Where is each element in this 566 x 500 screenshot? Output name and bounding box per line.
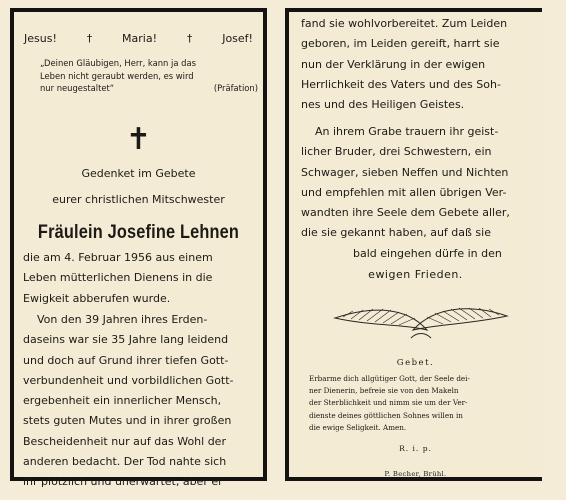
text-line: ergebenheit ein innerlicher Mensch, bbox=[23, 394, 222, 408]
printer-credit: P. Becher, Brühl. bbox=[384, 470, 447, 478]
text-line: ihr plötzlich und unerwartet, aber er bbox=[23, 475, 223, 489]
prayer-text bbox=[309, 373, 537, 434]
deceased-name: Fräulein Josefine Lehnen bbox=[37, 222, 240, 243]
text-line: Ewigkeit abberufen wurde. bbox=[23, 291, 171, 305]
small-cross-2: † bbox=[186, 32, 193, 45]
invocation-maria: Maria! bbox=[122, 32, 158, 45]
text-line: licher Bruder, drei Schwestern, ein bbox=[301, 145, 492, 159]
left-page bbox=[10, 8, 267, 489]
quote-source: (Präfation) bbox=[213, 83, 258, 93]
invocation-jesus: Jesus! bbox=[24, 32, 57, 45]
text-line: die am 4. Februar 1956 aus einem bbox=[23, 251, 213, 264]
quote-line: Leben nicht geraubt werden, es wird bbox=[40, 70, 194, 81]
text-line: und doch auf Grund ihrer tiefen Gott- bbox=[23, 353, 229, 367]
text-line: und empfehlen mit allen übrigen Ver- bbox=[301, 185, 507, 199]
mourners-paragraph bbox=[301, 122, 533, 264]
prayer-line: die ewige Seligkeit. Amen. bbox=[309, 422, 407, 432]
quote-line: nur neugestaltet“ bbox=[40, 83, 115, 93]
prayer-line: ner Dienerin, befreie sie von den Makeln bbox=[309, 386, 459, 396]
cross-icon: ✝ bbox=[125, 122, 152, 157]
text-line: verbundenheit und vorbildlichen Gott- bbox=[23, 373, 234, 387]
prayer-line: Erbarme dich allgütiger Gott, der Seele dei- bbox=[309, 374, 470, 383]
continuation-paragraph bbox=[301, 14, 533, 115]
text-line: fand sie wohlvorbereitet. Zum Leiden bbox=[301, 17, 508, 30]
text-line: Leben mütterlichen Dienens in die bbox=[23, 271, 213, 285]
text-line: die sie gekannt haben, auf daß sie bbox=[301, 226, 491, 240]
text-line: nes und des Heiligen Geistes. bbox=[301, 98, 465, 112]
text-line: stets guten Mutes und in ihrer großen bbox=[23, 414, 232, 428]
frieden-line: ewigen Frieden. bbox=[368, 268, 463, 281]
text-line: Schwager, sieben Neffen und Nichten bbox=[301, 165, 509, 179]
life-paragraph bbox=[23, 310, 253, 493]
text-line: Herrlichkeit des Vaters und des Soh- bbox=[301, 77, 501, 91]
gedenket-line: Gedenket im Gebete bbox=[81, 167, 196, 180]
mitschwester-line: eurer christlichen Mitschwester bbox=[52, 193, 225, 206]
quote-line-last bbox=[40, 82, 258, 95]
rip-line: R. i. p. bbox=[399, 444, 432, 453]
invocation-josef: Josef! bbox=[222, 32, 253, 45]
small-cross-1: † bbox=[86, 32, 93, 45]
text-line: anderen bedacht. Der Tod nahte sich bbox=[23, 455, 227, 469]
palm-branch-icon bbox=[331, 302, 511, 342]
right-page bbox=[285, 8, 542, 481]
death-paragraph bbox=[23, 248, 253, 309]
text-line: Von den 39 Jahren ihres Erden- bbox=[37, 313, 208, 326]
invocation-line bbox=[24, 32, 253, 45]
text-line: geboren, im Leiden gereift, harrt sie bbox=[301, 37, 500, 51]
text-line: Bescheidenheit nur auf das Wohl der bbox=[23, 434, 226, 448]
prayer-title: Gebet. bbox=[396, 358, 435, 368]
text-line: bald eingehen dürfe in den bbox=[353, 246, 502, 260]
prayer-line: dienste deines göttlichen Sohnes willen in bbox=[309, 410, 463, 420]
text-line: daseins war sie 35 Jahre lang leidend bbox=[23, 333, 229, 347]
prayer-line: der Sterblichkeit und nimm sie um der Ver- bbox=[309, 398, 468, 408]
quote-line: „Deinen Gläubigen, Herr, kann ja das bbox=[40, 58, 196, 68]
scripture-quote bbox=[40, 57, 258, 95]
text-line: wandten ihre Seele dem Gebete aller, bbox=[301, 206, 510, 220]
text-line: nun der Verklärung in der ewigen bbox=[301, 57, 486, 71]
text-line: An ihrem Grabe trauern ihr geist- bbox=[315, 125, 499, 138]
